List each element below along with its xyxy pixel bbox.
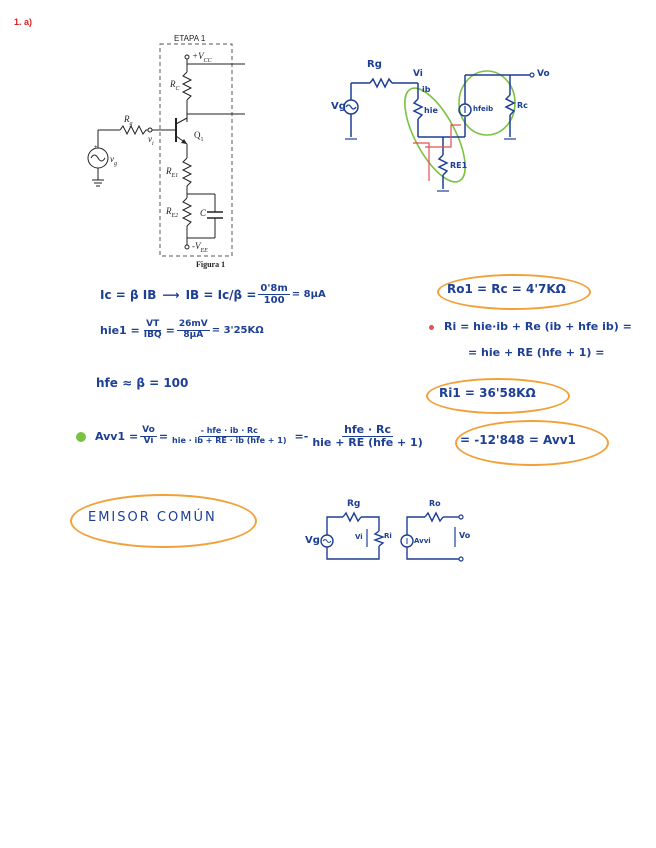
- hfe-ib-label: hfeib: [473, 105, 494, 113]
- vo-label: Vo: [537, 69, 550, 79]
- green-bullet-icon: [76, 432, 86, 442]
- ri-line-1: Ri = hie·ib + Re (ib + hfe ib) =: [444, 320, 632, 333]
- hie-lhs: hie1 =: [100, 323, 140, 337]
- av-den-1: Vi: [143, 436, 154, 447]
- vg-label: $v_g$: [110, 154, 117, 167]
- ib-den: 100: [263, 295, 285, 306]
- q1-label: $Q_1$: [194, 130, 204, 143]
- av-fraction-2: [170, 427, 288, 446]
- rg-label: $R_g$: [124, 114, 133, 127]
- ri-result: Ri1 = 36'58KΩ: [439, 386, 536, 400]
- config-label: EMISOR COMÚN: [88, 510, 217, 525]
- ib-fraction: [258, 283, 289, 306]
- circuit-schematic: [80, 30, 250, 275]
- av-eq-2: =: [294, 430, 304, 444]
- av-num-2: - hfe · ib · Rc: [200, 426, 258, 436]
- av-num-3: hfe · Rc: [344, 423, 391, 436]
- bullet-icon: [429, 325, 434, 330]
- eq-vo-label: Vo: [459, 531, 471, 540]
- ic-lhs: Ic = β IB: [100, 287, 157, 302]
- hie-equation: [100, 320, 264, 341]
- section-label: 1. a): [14, 17, 33, 27]
- re2-label: $R_{E2}$: [166, 206, 179, 219]
- re1-label: $R_{E1}$: [166, 166, 179, 179]
- hfe-equation: hfe ≈ β = 100: [96, 376, 189, 390]
- av-minus: -: [303, 430, 309, 444]
- av-lhs: Avv1 =: [95, 430, 139, 444]
- av-equation: [95, 424, 427, 449]
- hie-den-1: IBQ: [143, 329, 162, 340]
- eq-avvi-label: Avvi: [414, 537, 431, 545]
- ri-line-2: = hie + RE (hfe + 1) =: [468, 346, 605, 359]
- av-fraction-3: [310, 424, 424, 449]
- eq-vi-label: Vi: [355, 533, 363, 541]
- ro-equation: Ro1 = Rc = 4'7KΩ: [447, 282, 566, 296]
- svg-text:+: +: [94, 145, 98, 151]
- ic-equation: [100, 283, 326, 306]
- hie-label: hie: [424, 106, 438, 115]
- hie-fraction-1: [142, 320, 164, 341]
- rg-label: Rg: [367, 59, 382, 70]
- figure-caption: Figura 1: [196, 260, 226, 269]
- vi-label: $v_i$: [148, 134, 154, 147]
- ib-label: ib: [422, 85, 431, 94]
- av-den-2: hie · ib + RE · ib (hfe + 1): [172, 436, 287, 446]
- ib-num: 0'8m: [260, 283, 288, 294]
- av-den-3: hie + RE (hfe + 1): [312, 436, 423, 450]
- hie-eq: =: [165, 323, 175, 337]
- stage-label: ETAPA 1: [174, 34, 206, 43]
- small-signal-schematic: [325, 55, 560, 205]
- av-result: = -12'848 = Avv1: [460, 433, 576, 447]
- av-fraction-1: [140, 426, 157, 447]
- hie-num-1: VT: [146, 319, 160, 329]
- small-signal-model: [325, 55, 560, 205]
- vcc-label: $+V_{CC}$: [192, 51, 212, 64]
- av-eq-1: =: [158, 430, 169, 444]
- eq-vg-label: Vg: [305, 535, 320, 546]
- eq-rg-label: Rg: [347, 499, 361, 509]
- ib-result: = 8μA: [291, 289, 326, 300]
- vee-label: $-V_{EE}$: [192, 241, 208, 254]
- cap-label: C: [200, 208, 207, 218]
- figure-1: [80, 30, 250, 275]
- av-num-1: Vo: [142, 425, 155, 436]
- vi-label: Vi: [413, 69, 423, 79]
- arrow-icon: ⟶: [162, 287, 180, 302]
- eq-ri-label: Ri: [384, 532, 392, 540]
- hie-fraction-2: [177, 320, 210, 341]
- hie-result: = 3'25KΩ: [211, 324, 264, 336]
- hie-num-2: 26mV: [178, 319, 208, 329]
- vg-label: Vg: [331, 101, 346, 112]
- equivalent-model: [295, 495, 485, 570]
- hie-den-2: 8μA: [183, 329, 204, 340]
- ib-expr: IB = Ic/β =: [185, 287, 257, 302]
- rc-label: Rc: [517, 101, 528, 110]
- re1-label: RE1: [450, 161, 468, 170]
- eq-ro-label: Ro: [429, 499, 441, 508]
- rc-label: $R_C$: [170, 79, 180, 92]
